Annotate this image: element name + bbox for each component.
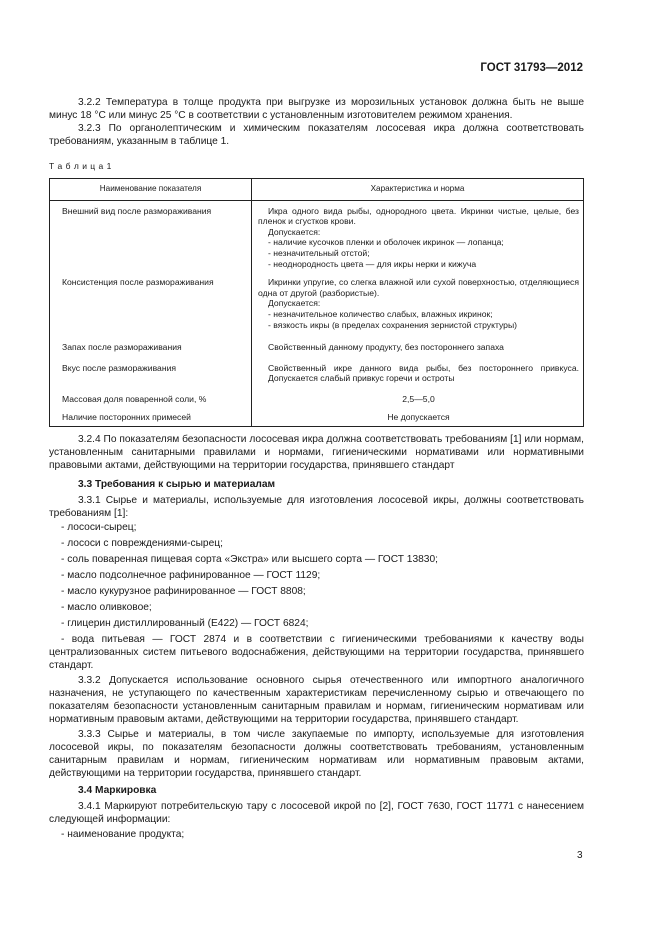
norm-text: Свойственный данному продукту, без постороннего запаха <box>268 342 504 353</box>
page-number: 3 <box>577 850 583 861</box>
table-row <box>50 334 584 357</box>
section-heading-3-4: 3.4 Маркировка <box>78 785 157 796</box>
norm-cell <box>252 357 584 388</box>
norm-text: - незначительный отстой; <box>268 247 370 258</box>
indicator-name: Наличие посторонних примесей <box>50 409 252 427</box>
paragraph-3-4-1: 3.4.1 Маркируют потребительскую тару с лососевой икрой по [2], ГОСТ 7630, ГОСТ 11771 с нанесением следующей информации: <box>49 801 584 826</box>
norm-value: Не допускается <box>252 409 584 427</box>
list-item: - соль поваренная пищевая сорта «Экстра» или высшего сорта — ГОСТ 13830; <box>61 554 438 565</box>
norm-cell <box>252 334 584 357</box>
norm-text: Свойственный икре данного вида рыбы, без постороннего привкуса. Допускается слабый привкус горечи и остроты <box>268 362 579 384</box>
table-row <box>50 409 584 427</box>
column-header-norm: Характеристика и норма <box>252 179 584 201</box>
table-row <box>50 357 584 388</box>
norm-text: - неоднородность цвета — для икры нерки и кижуча <box>268 258 477 269</box>
list-item: - вода питьевая — ГОСТ 2874 и в соответствии с гигиеническими требованиями к качеству воды централизованных систем питьевого водоснабжения, действующими на территории государства, принявшего стандарт. <box>49 634 584 672</box>
norm-text: Допускается: <box>268 226 321 237</box>
norm-value: 2,5—5,0 <box>252 388 584 409</box>
table-caption: Т а б л и ц а 1 <box>49 161 112 171</box>
list-item: - наименование продукта; <box>61 829 185 840</box>
norm-text: - вязкость икры (в пределах сохранения зернистой структуры) <box>268 319 517 330</box>
norm-text: - наличие кусочков пленки и оболочек икринок — лопанца; <box>268 237 504 248</box>
table-row <box>50 388 584 409</box>
list-item: - глицерин дистиллированный (Е422) — ГОСТ 6824; <box>61 618 309 629</box>
indicator-name: Консистенция после размораживания <box>50 273 252 334</box>
norm-cell <box>252 273 584 334</box>
list-item: - лососи с повреждениями-сырец; <box>61 538 223 549</box>
norm-text: - незначительное количество слабых, влажных икринок; <box>268 308 493 319</box>
table-row <box>50 273 584 334</box>
norm-text: Икра одного вида рыбы, однородного цвета. Икринки чистые, целые, без пленок и сгустков крови. <box>258 205 579 227</box>
table-row <box>50 200 584 273</box>
table-1 <box>49 178 584 427</box>
column-header-indicator: Наименование показателя <box>50 179 252 201</box>
norm-cell <box>252 200 584 273</box>
document-id: ГОСТ 31793—2012 <box>480 62 583 74</box>
list-item: - лососи-сырец; <box>61 522 137 533</box>
indicator-name: Запах после размораживания <box>50 334 252 357</box>
list-item: - масло подсолнечное рафинированное — ГОСТ 1129; <box>61 570 321 581</box>
indicator-name: Вкус после размораживания <box>50 357 252 388</box>
list-item: - масло кукурузное рафинированное — ГОСТ 8808; <box>61 586 306 597</box>
paragraph-3-3-3: 3.3.3 Сырье и материалы, в том числе закупаемые по импорту, используемые для изготовления лососевой икры, по показателям безопасности должны соответствовать требованиям, установленным санитарным правилам и нормам, гигиеническим нормативам или нормативным правовым актами, действующими на территории государства, принявшего стандарт. <box>49 729 584 780</box>
paragraph-3-3-2: 3.3.2 Допускается использование основного сырья отечественного или импортного аналогичного назначения, не уступающего по качественным характеристикам перечисленному сырью и отвечающего по показателям безопасности установленным санитарным правилам и нормам, гигиеническим нормативам или нормативным правовым актами, действующими на территории государства, принявшего стандарт. <box>49 675 584 726</box>
norm-text: Допускается: <box>268 298 321 309</box>
norm-text: Икринки упругие, со слегка влажной или сухой поверхностью, отделяющиеся одна от другой (разбористые). <box>258 277 579 298</box>
paragraph-3-2-4: 3.2.4 По показателям безопасности лососевая икра должна соответствовать требованиям [1] или нормам, установленным санитарными правилами и нормами, гигиеническими нормативами или нормативными правовыми актами, действующими на территории государства, принявшего стандарт <box>49 434 584 472</box>
indicator-name: Внешний вид после размораживания <box>50 200 252 273</box>
section-heading-3-3: 3.3 Требования к сырью и материалам <box>78 479 276 490</box>
paragraph-3-3-1: 3.3.1 Сырье и материалы, используемые для изготовления лососевой икры, должны соответствовать требованиям [1]: <box>49 495 584 520</box>
indicator-name: Массовая доля поваренной соли, % <box>50 388 252 409</box>
table-header-row <box>50 179 584 201</box>
paragraph-3-2-2: 3.2.2 Температура в толще продукта при выгрузке из морозильных установок должна быть не выше минус 18 °С или минус 25 °С в соответствии с установленным изготовителем режимом хранения. <box>49 97 584 122</box>
paragraph-3-2-3: 3.2.3 По органолептическим и химическим показателям лососевая икра должна соответствовать требованиям, указанным в таблице 1. <box>49 123 584 148</box>
list-item: - масло оливковое; <box>61 602 152 613</box>
